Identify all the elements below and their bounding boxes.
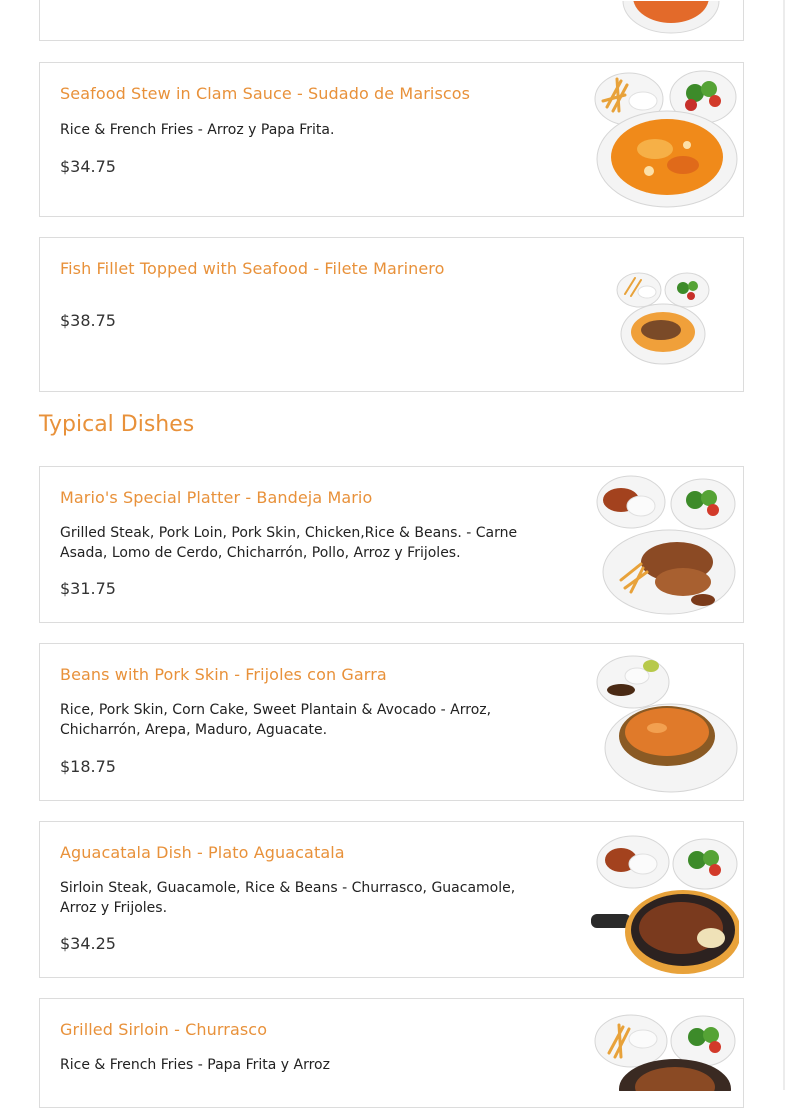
item-description: Rice & French Fries - Papa Frita y Arroz: [60, 1057, 330, 1073]
item-description: Grilled Steak, Pork Loin, Pork Skin, Chicken,Rice & Beans. - Carne Asada, Lomo de Cerdo, Chicharrón, Pollo, Arroz y Frijoles.: [60, 525, 518, 561]
menu-item-card[interactable]: [39, 237, 744, 392]
item-description: Sirloin Steak, Guacamole, Rice & Beans - Churrasco, Guacamole, Arroz y Frijoles.: [60, 880, 516, 916]
menu-item-card[interactable]: [39, 643, 744, 801]
item-title[interactable]: Aguacatala Dish - Plato Aguacatala: [60, 843, 345, 862]
section-title: Typical Dishes: [39, 412, 195, 437]
fish-fillet-photo: [591, 260, 739, 370]
item-price: $31.75: [60, 579, 116, 598]
item-price: $38.75: [60, 311, 116, 330]
item-title[interactable]: Mario's Special Platter - Bandeja Mario: [60, 488, 373, 507]
menu-item-card[interactable]: [39, 821, 744, 978]
food-photo: [591, 1, 739, 41]
item-title[interactable]: Seafood Stew in Clam Sauce - Sudado de Mariscos: [60, 84, 471, 103]
item-title[interactable]: Beans with Pork Skin - Frijoles con Garra: [60, 665, 387, 684]
menu-item-card[interactable]: [39, 0, 744, 41]
item-title[interactable]: Fish Fillet Topped with Seafood - Filete Marinero: [60, 259, 445, 278]
item-price: $34.75: [60, 157, 116, 176]
menu-item-card[interactable]: [39, 62, 744, 217]
seafood-stew-photo: [591, 67, 739, 209]
menu-item-card[interactable]: [39, 466, 744, 623]
special-platter-photo: [591, 472, 739, 617]
steak-skillet-photo: [591, 832, 739, 977]
item-price: $18.75: [60, 757, 116, 776]
item-description: Rice & French Fries - Arroz y Papa Frita.: [60, 122, 335, 138]
churrasco-photo: [591, 1009, 739, 1091]
beans-bowl-photo: [591, 652, 739, 798]
item-description: Rice, Pork Skin, Corn Cake, Sweet Plantain & Avocado - Arroz, Chicharrón, Arepa, Maduro, Aguacate.: [60, 702, 492, 738]
item-price: $34.25: [60, 934, 116, 953]
menu-item-card[interactable]: [39, 998, 744, 1108]
item-title[interactable]: Grilled Sirloin - Churrasco: [60, 1020, 268, 1039]
